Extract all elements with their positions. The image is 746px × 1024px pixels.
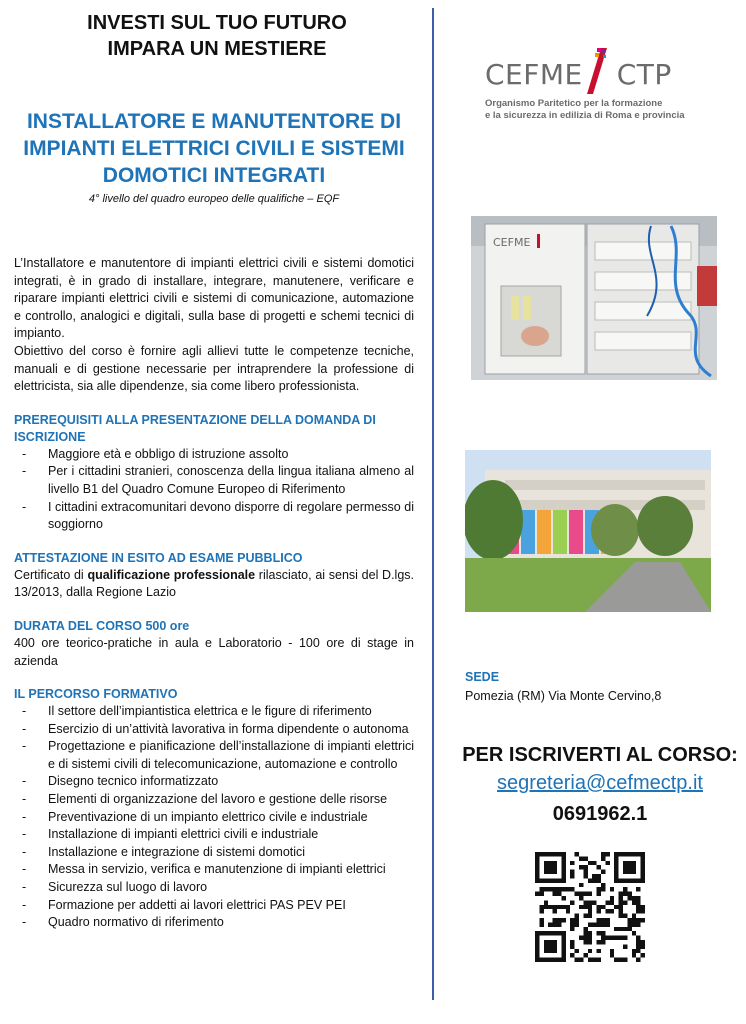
right-column <box>455 0 738 1024</box>
path-item: - Progettazione e pianificazione dell’installazione di impianti elettrici e di sistemi civili di telecomunicazione, automazione e controllo <box>14 738 414 773</box>
course-title: INSTALLATORE E MANUTENTORE DI IMPIANTI ELETTRICI CIVILI E SISTEMI DOMOTICI INTEGRATI <box>23 110 405 187</box>
path-item: - Formazione per addetti ai lavori elettrici PAS PEV PEI <box>14 897 414 915</box>
path-item: - Il settore dell’impiantistica elettrica e le figure di riferimento <box>14 703 414 721</box>
logo-right: CTP <box>616 58 672 91</box>
attestation-text <box>14 567 414 602</box>
path-title: IL PERCORSO FORMATIVO <box>14 687 178 702</box>
attestation-qualification: qualificazione professionale <box>87 567 256 582</box>
path-list <box>14 703 414 932</box>
duration-title: DURATA DEL CORSO 500 ore <box>14 618 190 633</box>
headline <box>42 10 392 62</box>
path-item: - Disegno tecnico informatizzato <box>14 773 414 791</box>
attestation-text-after: rilasciato, ai sensi del D.lgs. 13/2013, dalla Regione Lazio <box>14 567 415 600</box>
objective-paragraph: Obiettivo del corso è fornire agli allievi tutte le competenze tecniche, manuali e di gestione necessarie per intraprendere la professione di elettricista, sia alle dipendenze, sia come libero professionista. <box>14 343 414 394</box>
path-item: - Messa in servizio, verifica e manutenzione di impianti elettrici <box>14 861 414 879</box>
prerequisite-item: - I cittadini extracomunitari devono disporre di regolare permesso di soggiorno <box>14 499 414 534</box>
prerequisites-section <box>14 412 414 534</box>
enroll-cta: PER ISCRIVERTI AL CORSO: <box>462 744 738 766</box>
email-link[interactable]: segreteria@cefmectp.it <box>497 772 703 794</box>
path-item: - Esercizio di un’attività lavorativa in forma dipendente o autonoma <box>14 721 414 739</box>
headline-line1: INVESTI SUL TUO FUTURO <box>87 12 347 34</box>
cefme-ctp-logo <box>485 36 715 128</box>
logo-slash-icon <box>585 48 607 94</box>
sede-title: SEDE <box>465 670 500 684</box>
attestation-title: ATTESTAZIONE IN ESITO AD ESAME PUBBLICO <box>14 550 303 565</box>
svg-text:CEFME: CEFME <box>493 236 531 249</box>
logo-wordmark <box>485 58 672 91</box>
building-photo <box>465 450 711 612</box>
prerequisites-list <box>14 446 414 534</box>
headline-line2: IMPARA UN MESTIERE <box>107 38 327 60</box>
path-section <box>14 686 414 932</box>
prerequisites-title: PREREQUISITI ALLA PRESENTAZIONE DELLA DOMANDA DI ISCRIZIONE <box>14 412 376 444</box>
building-image <box>465 450 711 612</box>
path-item: - Installazione e integrazione di sistemi domotici <box>14 844 414 862</box>
logo-subtitle-line1: Organismo Paritetico per la formazione <box>485 98 663 109</box>
left-column <box>14 10 414 932</box>
path-item: - Sicurezza sul luogo di lavoro <box>14 879 414 897</box>
path-item: - Quadro normativo di riferimento <box>14 914 414 932</box>
attestation-text-before: Certificato di <box>14 567 88 582</box>
column-divider <box>432 8 434 1000</box>
sede-address: Pomezia (RM) Via Monte Cervino,8 <box>465 689 662 703</box>
intro-paragraph: L’Installatore e manutentore di impianti elettrici civili e sistemi domotici integrati, è in grado di installare, integrare, manutenere, verificare e riparare impianti elettrici civili e sistemi di comunicazione, automazione e controllo, analogici e digitali, sulla base di progetti e schemi tecnici di impianto. <box>14 256 414 341</box>
attestation-section <box>14 550 414 602</box>
eqf-level: 4° livello del quadro europeo delle qualifiche – EQF <box>88 193 340 205</box>
path-item: - Preventivazione di un impianto elettrico civile e industriale <box>14 809 414 827</box>
electrical-panel-image <box>471 216 717 380</box>
prerequisite-item: - Per i cittadini stranieri, conoscenza della lingua italiana almeno al livello B1 del Quadro Comune Europeo di Riferimento <box>14 463 414 498</box>
duration-section <box>14 618 414 670</box>
logo-subtitle-line2: e la sicurezza in edilizia di Roma e provincia <box>485 110 685 121</box>
phone-number: 0691962.1 <box>552 803 648 825</box>
duration-text: 400 ore teorico-pratiche in aula e Laboratorio - 100 ore di stage in azienda <box>14 635 414 668</box>
logo-subtitle <box>485 98 725 122</box>
logo-left: CEFME <box>485 58 583 91</box>
electrical-panel-photo <box>471 216 717 380</box>
path-item: - Elementi di organizzazione del lavoro e gestione delle risorse <box>14 791 414 809</box>
path-item: - Installazione di impianti elettrici civili e industriale <box>14 826 414 844</box>
qr-code-icon[interactable] <box>535 852 645 962</box>
prerequisite-item: - Maggiore età e obbligo di istruzione assolto <box>14 446 414 464</box>
